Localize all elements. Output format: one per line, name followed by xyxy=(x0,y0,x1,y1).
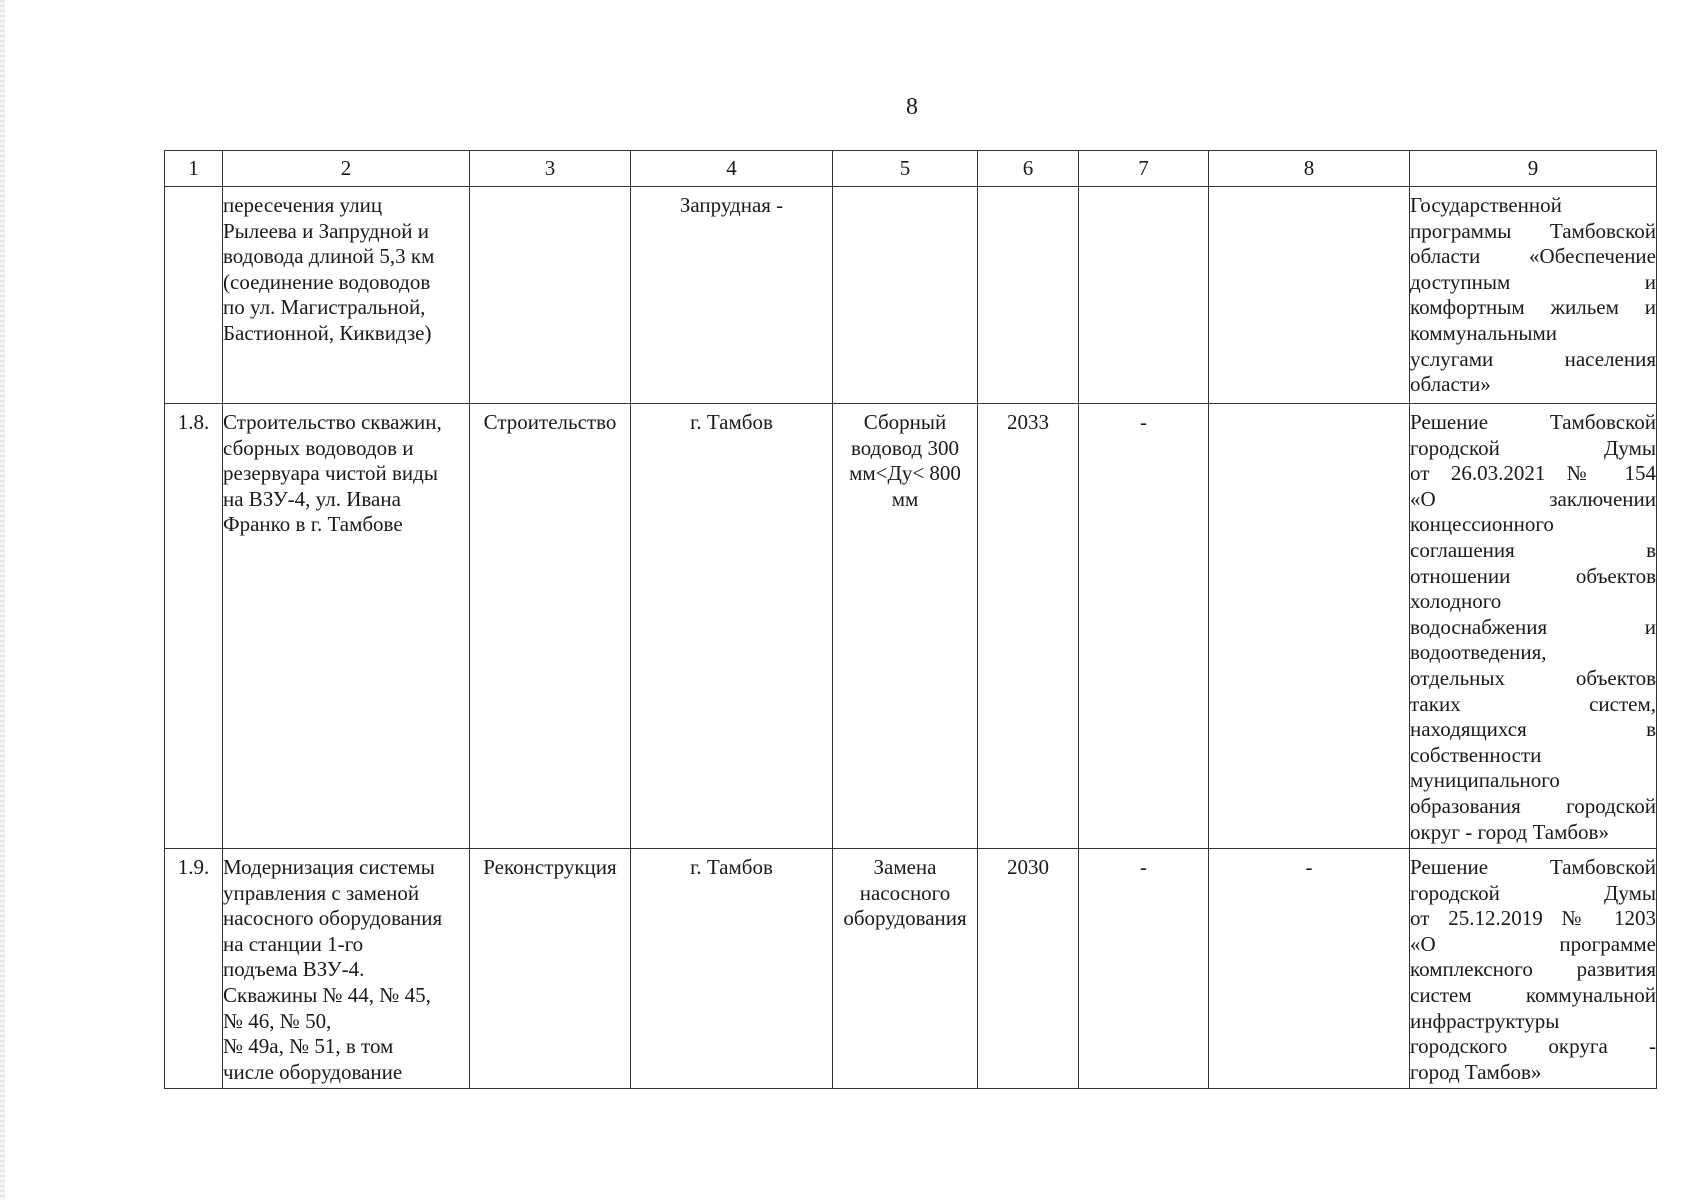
text-line: г. Тамбов xyxy=(690,410,773,434)
table-cell xyxy=(1079,849,1209,1089)
table-cell xyxy=(470,404,631,849)
text-line: холодного xyxy=(1410,589,1502,614)
text-line: - xyxy=(1140,855,1147,879)
text-line: оборудования xyxy=(843,906,967,931)
text-line: водоснабжения и xyxy=(1410,614,1656,639)
text-line: образования городской xyxy=(1410,793,1656,818)
text-line: - xyxy=(1305,855,1313,879)
text-line: 2033 xyxy=(1007,410,1049,434)
table-cell xyxy=(1410,404,1657,849)
table-cell xyxy=(165,187,223,404)
text-line: Франко в г. Тамбове xyxy=(223,512,403,537)
data-table xyxy=(164,150,1657,1089)
text-line: Скважины № 44, № 45, xyxy=(223,982,431,1007)
table-cell xyxy=(223,849,470,1089)
text-line: на ВЗУ-4, ул. Ивана xyxy=(223,486,401,511)
table-cell xyxy=(470,849,631,1089)
table-cell xyxy=(631,404,833,849)
text-line: по ул. Магистральной, xyxy=(223,295,426,320)
text-line: округ - город Тамбов» xyxy=(1410,819,1609,844)
text-line: «О программе xyxy=(1410,931,1656,956)
table-cell xyxy=(165,404,223,849)
text-line: отдельных объектов xyxy=(1410,665,1656,690)
text-line: насосного оборудования xyxy=(223,906,443,931)
table-cell xyxy=(1209,187,1410,404)
table-cell xyxy=(1079,187,1209,404)
text-line: соглашения в xyxy=(1410,537,1656,562)
text-line: программы Тамбовской xyxy=(1410,218,1656,243)
text-line: подъема ВЗУ-4. xyxy=(223,957,365,982)
text-line: на станции 1-го xyxy=(223,931,364,956)
text-line: управления с заменой xyxy=(223,880,420,905)
text-line: - xyxy=(1140,410,1147,434)
text-line: водовод 300 xyxy=(851,435,959,460)
column-header: 1 xyxy=(165,151,223,187)
text-line: от 26.03.2021 № 154 xyxy=(1410,461,1656,486)
column-header: 5 xyxy=(833,151,978,187)
text-line: сборных водоводов и xyxy=(223,435,414,460)
text-line: 2030 xyxy=(1007,855,1049,879)
text-line: (соединение водоводов xyxy=(223,269,431,294)
text-line: систем коммунальной xyxy=(1410,982,1656,1007)
table-row xyxy=(165,849,1657,1089)
text-line: насосного xyxy=(859,880,951,905)
table-cell xyxy=(631,849,833,1089)
text-line: городской Думы xyxy=(1410,880,1656,905)
table-cell xyxy=(978,849,1079,1089)
text-line: отношении объектов xyxy=(1410,563,1656,588)
text-line: находящихся в xyxy=(1410,717,1656,742)
row-number: 1.9. xyxy=(177,855,210,879)
text-line: коммунальными xyxy=(1410,320,1557,345)
text-line: городского округа - xyxy=(1410,1034,1656,1059)
text-line: Реконструкция xyxy=(483,855,617,879)
table-cell xyxy=(223,404,470,849)
text-line: Сборный xyxy=(863,410,947,434)
text-line: г. Тамбов xyxy=(690,855,773,879)
text-line: Рылеева и Запрудной и xyxy=(223,218,429,243)
text-line: городской Думы xyxy=(1410,435,1656,460)
column-header: 2 xyxy=(223,151,470,187)
text-line: области «Обеспечение xyxy=(1410,244,1656,269)
text-line: город Тамбов» xyxy=(1410,1059,1542,1084)
table-cell xyxy=(165,849,223,1089)
table-cell xyxy=(833,404,978,849)
text-line: инфраструктуры xyxy=(1410,1008,1560,1033)
text-line: мм xyxy=(891,486,919,511)
column-header: 4 xyxy=(631,151,833,187)
text-line: муниципального xyxy=(1410,768,1560,793)
table-row xyxy=(165,404,1657,849)
table-cell xyxy=(1079,404,1209,849)
column-header: 6 xyxy=(978,151,1079,187)
text-line: пересечения улиц xyxy=(223,193,383,217)
table-cell xyxy=(1410,187,1657,404)
table-cell xyxy=(631,187,833,404)
table-row xyxy=(165,187,1657,404)
text-line: собственности xyxy=(1410,742,1542,767)
text-line: мм<Ду< 800 xyxy=(849,461,961,486)
text-line: Решение Тамбовской xyxy=(1410,410,1656,434)
text-line: таких систем, xyxy=(1410,691,1656,716)
text-line: комплексного развития xyxy=(1410,957,1656,982)
table-cell xyxy=(978,187,1079,404)
table-cell xyxy=(833,849,978,1089)
scan-edge xyxy=(0,0,5,1200)
text-line: области» xyxy=(1410,372,1491,397)
text-line: услугами населения xyxy=(1410,346,1656,371)
text-line: водоотведения, xyxy=(1410,640,1547,665)
text-line: № 49а, № 51, в том xyxy=(223,1034,394,1059)
text-line: Бастионной, Киквидзе) xyxy=(223,320,432,345)
text-line: Запрудная - xyxy=(679,193,784,217)
text-line: резервуара чистой виды xyxy=(223,461,438,486)
table-cell xyxy=(833,187,978,404)
text-line: водовода длиной 5,3 км xyxy=(223,244,435,269)
column-header: 8 xyxy=(1209,151,1410,187)
page-number: 8 xyxy=(906,94,918,120)
text-line: доступным и xyxy=(1410,269,1656,294)
text-line: Строительство скважин, xyxy=(223,410,442,434)
table-cell xyxy=(1209,849,1410,1089)
row-number: 1.8. xyxy=(177,410,210,434)
text-line: Модернизация системы xyxy=(223,855,435,879)
text-line: числе оборудование xyxy=(223,1059,403,1084)
table-cell xyxy=(1410,849,1657,1089)
column-header: 7 xyxy=(1079,151,1209,187)
text-line: Строительство xyxy=(483,410,617,434)
table-cell xyxy=(1209,404,1410,849)
table-cell xyxy=(223,187,470,404)
text-line: Замена xyxy=(873,855,937,879)
text-line: «О заключении xyxy=(1410,486,1656,511)
text-line: Решение Тамбовской xyxy=(1410,855,1656,879)
column-header: 9 xyxy=(1410,151,1657,187)
table-cell xyxy=(470,187,631,404)
table-header-row xyxy=(165,151,1657,187)
column-header: 3 xyxy=(470,151,631,187)
text-line: № 46, № 50, xyxy=(223,1008,332,1033)
text-line: Государственной xyxy=(1410,193,1562,217)
text-line: от 25.12.2019 № 1203 xyxy=(1410,906,1656,931)
table-cell xyxy=(978,404,1079,849)
text-line: концессионного xyxy=(1410,512,1554,537)
text-line: комфортным жильем и xyxy=(1410,295,1656,320)
